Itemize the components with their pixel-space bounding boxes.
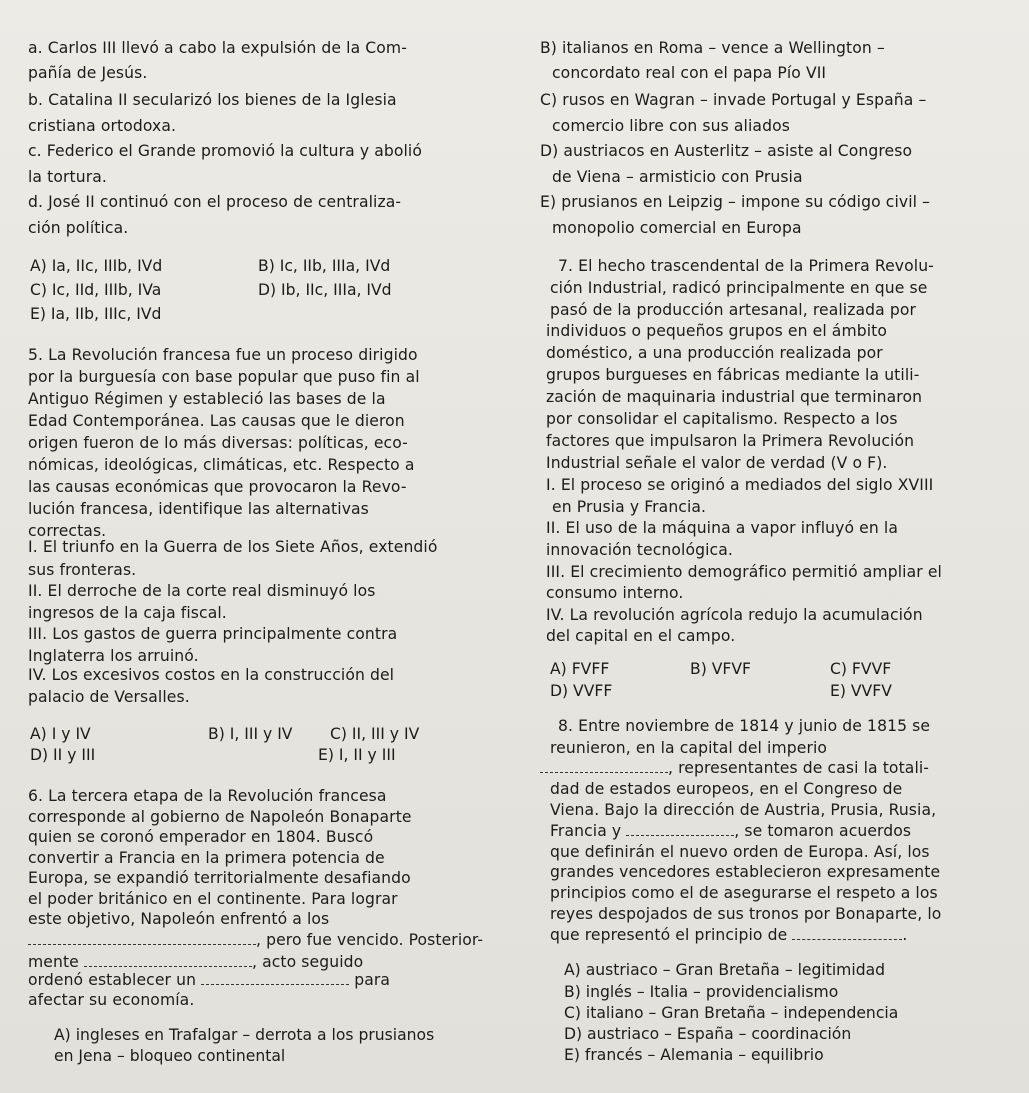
q5-text-line: por la burguesía con base popular que puso fin al: [28, 368, 420, 386]
q5-statement-line: II. El derroche de la corte real disminuyó los: [28, 582, 376, 600]
q5-text-line: origen fueron de lo más diversas: políticas, eco-: [28, 434, 408, 452]
q6-blank-line: [28, 930, 483, 950]
q6-blank-line: [28, 970, 390, 990]
q7-option-b[interactable]: B) VFVF: [690, 660, 752, 678]
q5-option-a[interactable]: A) I y IV: [30, 725, 91, 743]
q6-text-fragment: mente: [28, 953, 79, 971]
q5-statement-line: palacio de Versalles.: [28, 688, 190, 706]
q7-statement-line: en Prusia y Francia.: [552, 498, 707, 516]
q6-text-line: Europa, se expandió territorialmente desafiando: [28, 869, 411, 887]
q7-option-e[interactable]: E) VVFV: [830, 682, 892, 700]
q6-option-a-cont[interactable]: en Jena – bloqueo continental: [54, 1047, 286, 1065]
q7-statement-line: IV. La revolución agrícola redujo la acumulación: [546, 606, 923, 624]
q8-option-e[interactable]: E) francés – Alemania – equilibrio: [564, 1046, 824, 1064]
answer-blank[interactable]: [84, 954, 252, 967]
q8-text-line: Viena. Bajo la dirección de Austria, Prusia, Rusia,: [550, 801, 937, 819]
q7-text-line: factores que impulsaron la Primera Revolución: [546, 432, 915, 450]
q5-text-line: lución francesa, identifique las alternativas: [28, 500, 369, 518]
q7-text-line: 7. El hecho trascendental de la Primera Revolu-: [558, 257, 934, 275]
q5-statement-line: Inglaterra los arruinó.: [28, 647, 199, 665]
q5-option-e[interactable]: E) I, II y III: [318, 746, 396, 764]
q6-option-b[interactable]: B) italianos en Roma – vence a Wellington –: [540, 39, 885, 57]
q7-statement-line: I. El proceso se originó a mediados del siglo XVIII: [546, 476, 934, 494]
q6-option-c-cont[interactable]: comercio libre con sus aliados: [552, 117, 790, 135]
q6-option-b-cont[interactable]: concordato real con el papa Pío VII: [552, 64, 827, 82]
q4-statement-line: b. Catalina II secularizó los bienes de la Iglesia: [28, 91, 397, 109]
q7-option-c[interactable]: C) FVVF: [830, 660, 892, 678]
q8-text-fragment: , representantes de casi la totali-: [668, 759, 930, 777]
q6-text-fragment: ordenó establecer un: [28, 971, 197, 989]
q4-option-e[interactable]: E) Ia, IIb, IIIc, IVd: [30, 305, 162, 323]
q8-text-line: reunieron, en la capital del imperio: [550, 739, 828, 757]
q7-option-a[interactable]: A) FVFF: [550, 660, 610, 678]
q8-text-line: 8. Entre noviembre de 1814 y junio de 1815 se: [558, 717, 931, 735]
q7-text-line: zación de maquinaria industrial que terminaron: [546, 388, 923, 406]
q8-text-line: grandes vencedores establecieron expresamente: [550, 863, 941, 881]
q5-option-d[interactable]: D) II y III: [30, 746, 96, 764]
q8-text-fragment: que representó el principio de: [550, 926, 788, 944]
q4-statement-line: pañía de Jesús.: [28, 64, 148, 82]
q8-option-c[interactable]: C) italiano – Gran Bretaña – independencia: [564, 1004, 899, 1022]
q4-statement-line: cristiana ortodoxa.: [28, 117, 177, 135]
q6-text-line: corresponde al gobierno de Napoleón Bonaparte: [28, 808, 412, 826]
q4-option-b[interactable]: B) Ic, IIb, IIIa, IVd: [258, 257, 391, 275]
q7-statement-line: III. El crecimiento demográfico permitió ampliar el: [546, 563, 942, 581]
q6-text-line: afectar su economía.: [28, 991, 195, 1009]
q8-text-fragment: , se tomaron acuerdos: [734, 822, 912, 840]
q6-text-line: este objetivo, Napoleón enfrentó a los: [28, 910, 330, 928]
q8-blank-line: [550, 821, 911, 841]
q7-statement-line: innovación tecnológica.: [546, 541, 733, 559]
q7-option-d[interactable]: D) VVFF: [550, 682, 613, 700]
q5-statement-line: IV. Los excesivos costos en la construcción del: [28, 666, 395, 684]
q5-text-line: 5. La Revolución francesa fue un proceso dirigido: [28, 346, 418, 364]
q4-statement-line: c. Federico el Grande promovió la cultura y abolió: [28, 142, 423, 160]
q4-statement-line: ción política.: [28, 219, 129, 237]
q7-statement-line: del capital en el campo.: [546, 627, 736, 645]
q4-statement-line: la tortura.: [28, 168, 107, 186]
answer-blank[interactable]: [626, 823, 734, 836]
q8-option-a[interactable]: A) austriaco – Gran Bretaña – legitimidad: [564, 961, 886, 979]
q5-text-line: las causas económicas que provocaron la Revo-: [28, 478, 407, 496]
q6-text-line: convertir a Francia en la primera potencia de: [28, 849, 385, 867]
q7-statement-line: II. El uso de la máquina a vapor influyó en la: [546, 519, 898, 537]
q6-option-d-cont[interactable]: de Viena – armisticio con Prusia: [552, 168, 803, 186]
q5-statement-line: III. Los gastos de guerra principalmente contra: [28, 625, 398, 643]
q8-blank-line: [550, 925, 907, 945]
q6-option-a[interactable]: A) ingleses en Trafalgar – derrota a los prusianos: [54, 1026, 435, 1044]
q8-option-b[interactable]: B) inglés – Italia – providencialismo: [564, 983, 839, 1001]
q4-option-d[interactable]: D) Ib, IIc, IIIa, IVd: [258, 281, 392, 299]
q6-blank-line: [28, 952, 363, 972]
answer-blank[interactable]: [28, 932, 256, 945]
q8-text-line: principios como el de asegurarse el respeto a los: [550, 884, 938, 902]
q6-option-c[interactable]: C) rusos en Wagran – invade Portugal y España –: [540, 91, 927, 109]
q5-text-line: Edad Contemporánea. Las causas que le dieron: [28, 412, 405, 430]
q6-text-fragment: , acto seguido: [251, 953, 364, 971]
q7-text-line: doméstico, a una producción realizada por: [546, 344, 883, 362]
q6-text-fragment: , pero fue vencido. Posterior-: [256, 931, 484, 949]
q4-statement-line: a. Carlos III llevó a cabo la expulsión de la Com-: [28, 39, 407, 57]
q5-text-line: Antiguo Régimen y estableció las bases de la: [28, 390, 386, 408]
q8-text-line: dad de estados europeos, en el Congreso de: [550, 780, 903, 798]
q6-option-d[interactable]: D) austriacos en Austerlitz – asiste al Congreso: [540, 142, 913, 160]
q6-text-line: 6. La tercera etapa de la Revolución francesa: [28, 787, 387, 805]
q7-text-line: por consolidar el capitalismo. Respecto a los: [546, 410, 898, 428]
q4-option-a[interactable]: A) Ia, IIc, IIIb, IVd: [30, 257, 163, 275]
q8-option-d[interactable]: D) austriaco – España – coordinación: [564, 1025, 852, 1043]
q8-text-line: reyes despojados de sus tronos por Bonaparte, lo: [550, 905, 942, 923]
answer-blank[interactable]: [201, 972, 349, 985]
answer-blank[interactable]: [540, 760, 668, 773]
q7-text-line: individuos o pequeños grupos en el ámbito: [546, 322, 888, 340]
q8-text-fragment: Francia y: [550, 822, 622, 840]
answer-blank[interactable]: [792, 927, 902, 940]
q7-text-line: grupos burgueses en fábricas mediante la utili-: [546, 366, 920, 384]
q5-text-line: correctas.: [28, 522, 107, 540]
q6-option-e-cont[interactable]: monopolio comercial en Europa: [552, 219, 802, 237]
q6-text-fragment: para: [354, 971, 391, 989]
q6-option-e[interactable]: E) prusianos en Leipzig – impone su código civil –: [540, 193, 931, 211]
q5-option-c[interactable]: C) II, III y IV: [330, 725, 420, 743]
q8-text-fragment: .: [902, 926, 908, 944]
q5-option-b[interactable]: B) I, III y IV: [208, 725, 293, 743]
q6-text-line: quien se coronó emperador en 1804. Buscó: [28, 828, 374, 846]
q8-blank-line: [540, 758, 929, 778]
q7-text-line: Industrial señale el valor de verdad (V o F).: [546, 454, 888, 472]
q7-statement-line: consumo interno.: [546, 584, 684, 602]
q8-text-line: que definirán el nuevo orden de Europa. Así, los: [550, 843, 930, 861]
q7-text-line: pasó de la producción artesanal, realizada por: [550, 301, 917, 319]
q7-text-line: ción Industrial, radicó principalmente en que se: [550, 279, 928, 297]
q5-statement-line: I. El triunfo en la Guerra de los Siete Años, extendió: [28, 538, 438, 556]
q5-text-line: nómicas, ideológicas, climáticas, etc. Respecto a: [28, 456, 415, 474]
q5-statement-line: sus fronteras.: [28, 561, 137, 579]
q5-statement-line: ingresos de la caja fiscal.: [28, 604, 227, 622]
q4-statement-line: d. José II continuó con el proceso de centraliza-: [28, 193, 402, 211]
q6-text-line: el poder británico en el continente. Para lograr: [28, 890, 398, 908]
q4-option-c[interactable]: C) Ic, IId, IIIb, IVa: [30, 281, 162, 299]
